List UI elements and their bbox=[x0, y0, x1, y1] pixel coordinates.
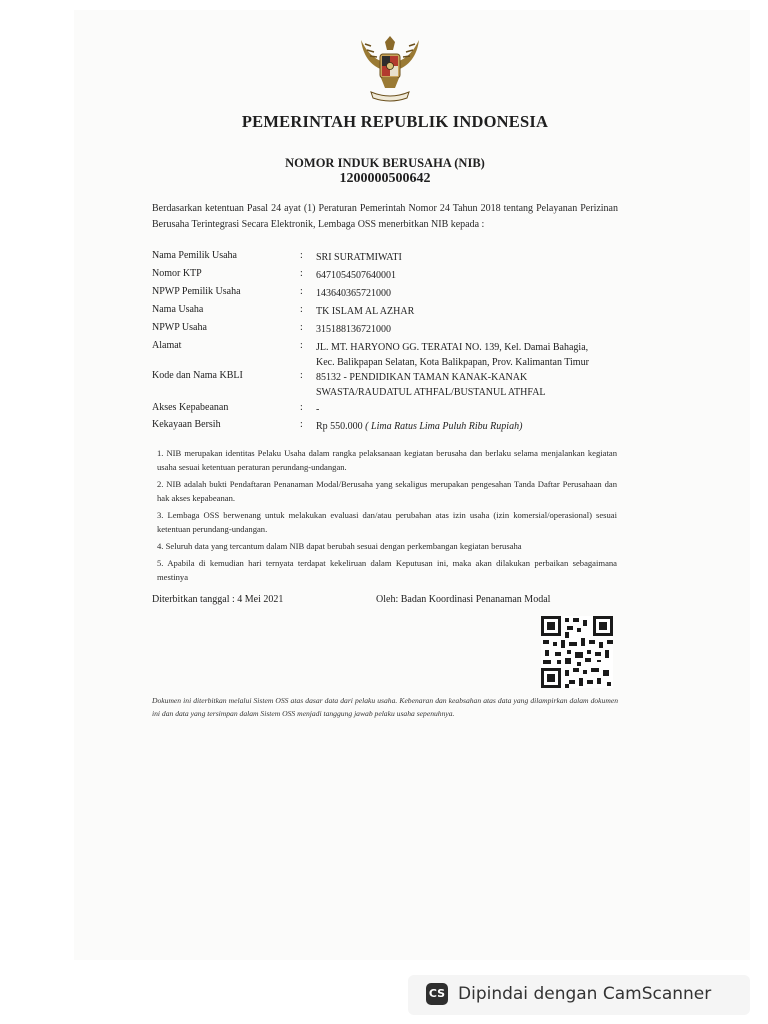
field-value: 6471054507640001 bbox=[316, 270, 396, 281]
field-label: Alamat bbox=[152, 340, 182, 351]
field-label: NPWP Pemilik Usaha bbox=[152, 286, 241, 297]
field-value: SRI SURATMIWATI bbox=[316, 252, 402, 263]
field-value: 143640365721000 bbox=[316, 288, 391, 299]
kbli-line-2: SWASTA/RAUDATUL ATHFAL/BUSTANUL ATHFAL bbox=[316, 387, 546, 398]
camscanner-logo-icon: CS bbox=[426, 983, 448, 1005]
note-item: 5. Apabila di kemudian hari ternyata terdapat kekeliruan dalam Keputusan ini, maka akan dilakukan perbaikan sebagaimana mestinya bbox=[157, 558, 617, 582]
field-colon: : bbox=[300, 286, 303, 297]
kbli-line-1: 85132 - PENDIDIKAN TAMAN KANAK-KANAK bbox=[316, 372, 528, 383]
field-value: - bbox=[316, 404, 320, 415]
note-item: 3. Lembaga OSS berwenang untuk melakukan evaluasi dan/atau perubahan atas izin usaha (izin komersial/operasional) sesuai ketentuan perundang-undangan. bbox=[157, 510, 617, 534]
field-value bbox=[316, 370, 636, 400]
field-colon: : bbox=[300, 322, 303, 333]
field-label: NPWP Usaha bbox=[152, 322, 207, 333]
field-label: Kekayaan Bersih bbox=[152, 419, 221, 430]
note-item: 1. NIB merupakan identitas Pelaku Usaha dalam rangka pelaksanaan kegiatan berusaha dan berlaku selama menjalankan kegiatan usaha sesuai ketentuan peraturan perundang-undangan. bbox=[157, 448, 617, 472]
garuda-emblem-icon bbox=[357, 30, 423, 104]
issued-by: Oleh: Badan Koordinasi Penanaman Modal bbox=[376, 594, 551, 605]
field-colon: : bbox=[300, 250, 303, 261]
camscanner-text: Dipindai dengan CamScanner bbox=[458, 984, 712, 1004]
intro-paragraph: Berdasarkan ketentuan Pasal 24 ayat (1) Peraturan Pemerintah Nomor 24 Tahun 2018 tentang Pelayanan Perizinan Berusaha Terintegrasi Secara Elektronik, Lembaga OSS menerbitkan NIB kepada : bbox=[152, 203, 618, 230]
note-item: 4. Seluruh data yang tercantum dalam NIB dapat berubah sesuai dengan perkembangan kegiatan berusaha bbox=[157, 541, 522, 551]
address-line-2: Kec. Balikpapan Selatan, Kota Balikpapan, Prov. Kalimantan Timur bbox=[316, 357, 589, 368]
field-label: Nama Pemilik Usaha bbox=[152, 250, 237, 261]
field-colon: : bbox=[300, 370, 303, 381]
field-label: Nomor KTP bbox=[152, 268, 202, 279]
document-title: NOMOR INDUK BERUSAHA (NIB) bbox=[285, 156, 485, 170]
address-line-1: JL. MT. HARYONO GG. TERATAI NO. 139, Kel. Damai Bahagia, bbox=[316, 342, 589, 353]
nib-number: 1200000500642 bbox=[339, 171, 431, 186]
disclaimer-text: Dokumen ini diterbitkan melalui Sistem OSS atas dasar data dari pelaku usaha. Kebenaran dan keabsahan atas data yang dilampirkan dalam dokumen ini dan data yang tersimpan dalam Sistem OSS menjadi tanggung jawab pelaku usaha sepenuhnya. bbox=[152, 696, 618, 718]
field-value: 315188136721000 bbox=[316, 324, 391, 335]
field-value: TK ISLAM AL AZHAR bbox=[316, 306, 415, 317]
government-title: PEMERINTAH REPUBLIK INDONESIA bbox=[241, 112, 549, 131]
issued-date: Diterbitkan tanggal : 4 Mei 2021 bbox=[152, 594, 284, 605]
camscanner-watermark bbox=[408, 975, 750, 1015]
net-worth-amount: Rp 550.000 bbox=[316, 421, 363, 432]
qr-code-icon bbox=[541, 616, 613, 688]
note-item: 2. NIB adalah bukti Pendaftaran Penanaman Modal/Berusaha yang sekaligus merupakan pengesahan Tanda Daftar Perusahaan dan hak akses kepabeanan. bbox=[157, 479, 617, 503]
field-value bbox=[316, 340, 636, 370]
field-label: Kode dan Nama KBLI bbox=[152, 370, 243, 381]
field-value bbox=[316, 419, 636, 434]
field-colon: : bbox=[300, 304, 303, 315]
field-colon: : bbox=[300, 340, 303, 351]
field-label: Nama Usaha bbox=[152, 304, 204, 315]
field-colon: : bbox=[300, 419, 303, 430]
field-colon: : bbox=[300, 268, 303, 279]
net-worth-words: ( Lima Ratus Lima Puluh Ribu Rupiah) bbox=[365, 421, 523, 432]
field-colon: : bbox=[300, 402, 303, 413]
notes-list bbox=[157, 446, 617, 587]
field-label: Akses Kepabeanan bbox=[152, 402, 229, 413]
